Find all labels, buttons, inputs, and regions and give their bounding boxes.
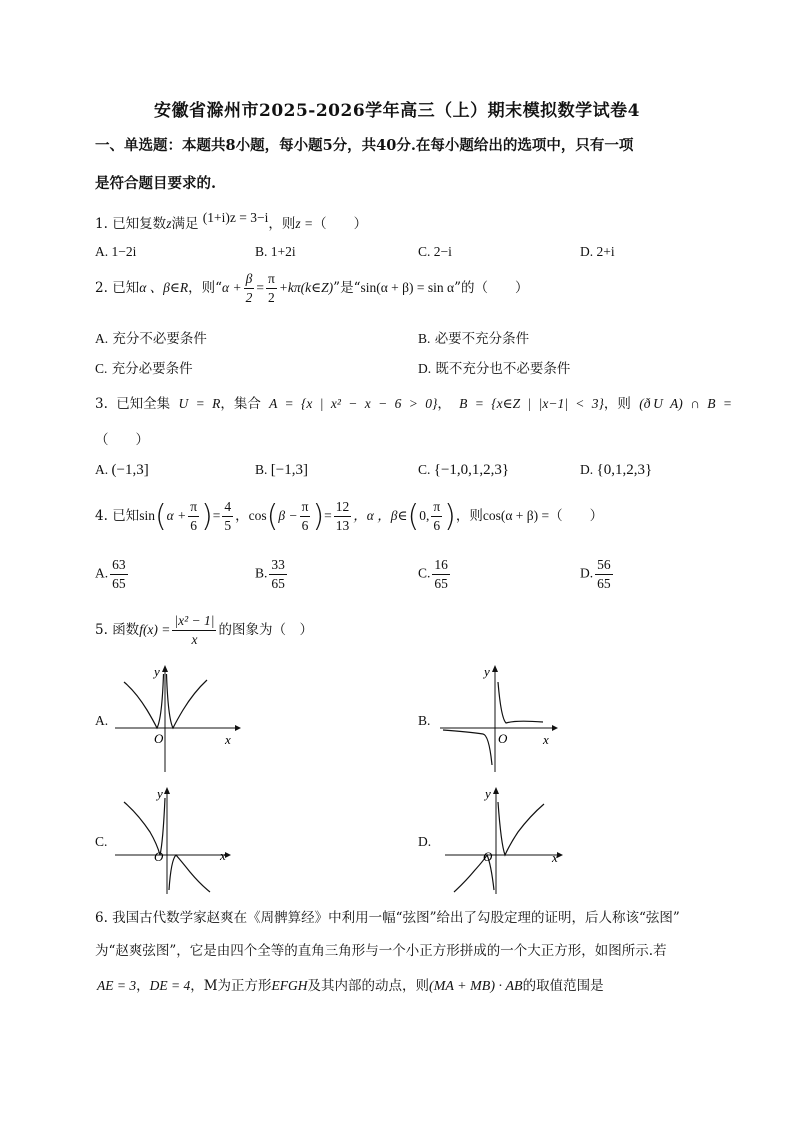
- q5-option-c-label[interactable]: C.: [95, 834, 108, 849]
- q1-option-b[interactable]: B. 1+2i: [255, 244, 296, 259]
- q5-option-a-label[interactable]: A.: [95, 713, 109, 728]
- q1-expression: (1+i)z = 3−i: [202, 210, 269, 225]
- section-heading-line2: 是符合题目要求的.: [95, 175, 217, 192]
- question-4: 4. 已知sin(α + $\frac{\pi}{6}$ )= $\frac{4}{5}$ ，cos(β − $\frac{\pi}{6}$ )= $\frac{12}{13}$ ，α ，β∈(0, $\frac{\pi}{6}$ )，则cos(α + β) =（ ）: [95, 499, 604, 534]
- question-6-line2: 为“赵爽弦图”，它是由四个全等的直角三角形与一个小正方形拼成的一个大正方形，如图所示.若: [95, 943, 667, 959]
- svg-text:x: x: [225, 732, 231, 747]
- svg-text:x: x: [543, 732, 549, 747]
- svg-text:O: O: [483, 849, 493, 864]
- question-6-line3: AE = 3，DE = 4，M为正方形EFGH及其内部的动点，则(MA + MB) · AB的取值范围是: [97, 978, 604, 994]
- q3-option-c[interactable]: C. {−1,0,1,2,3}: [418, 462, 510, 478]
- q6-vector-expression: (MA + MB) · AB: [429, 979, 523, 994]
- q1-option-a[interactable]: A. 1−2i: [95, 244, 137, 259]
- svg-text:y: y: [485, 786, 491, 801]
- question-5: 5. 函数f(x) = $\frac{\text{|x² − 1|}}{x}$ 的图象为（ ）: [95, 613, 313, 647]
- q4-option-a[interactable]: A. $\frac{63}{65}$: [95, 557, 126, 591]
- section-heading-line1: 一、单选题：本题共8小题，每小题5分，共40分.在每小题给出的选项中，只有一项: [95, 137, 634, 154]
- svg-text:y: y: [484, 664, 490, 679]
- q4-option-c[interactable]: C. $\frac{16}{65}$: [418, 557, 448, 591]
- q2-option-b[interactable]: B. 必要不充分条件: [418, 331, 530, 347]
- q4-option-b[interactable]: B. $\frac{33}{65}$: [255, 557, 285, 591]
- page-title: 安徽省滁州市2025-2026学年高三（上）期末模拟数学试卷4: [153, 101, 640, 121]
- q3-option-d[interactable]: D. {0,1,2,3}: [580, 462, 653, 478]
- q1-option-d[interactable]: D. 2+i: [580, 244, 615, 259]
- svg-text:O: O: [154, 849, 164, 864]
- q3-paren: （ ）: [95, 432, 149, 448]
- q5-option-b-label[interactable]: B.: [418, 713, 431, 728]
- q5-graph-a[interactable]: [110, 660, 250, 776]
- svg-text:y: y: [154, 664, 160, 679]
- q5-graph-d[interactable]: [440, 782, 570, 897]
- q5-option-d-label[interactable]: D.: [418, 834, 432, 849]
- question-6-line1: 6. 我国古代数学家赵爽在《周髀算经》中利用一幅“弦图”给出了勾股定理的证明，后人称该“弦图”: [95, 910, 680, 926]
- q3-option-a[interactable]: A. (−1,3]: [95, 462, 149, 478]
- svg-text:x: x: [220, 848, 226, 863]
- svg-text:y: y: [157, 786, 163, 801]
- q4-option-d[interactable]: D. $\frac{56}{65}$: [580, 557, 611, 591]
- question-2: 2. 已知α 、β∈R，则“α + $\frac{\beta}{2}$ = $\frac{\pi}{2}$ +kπ(k∈Z)”是“sin(α + β) = sin α”的（ ）: [95, 271, 529, 305]
- q1-option-c[interactable]: C. 2−i: [418, 244, 452, 259]
- question-3: 3. 已知全集 U = R，集合 A = {x | x² − x − 6 > 0}， B = {x∈Z | |x−1| < 3}，则 (ð U A) ∩ B =: [95, 396, 733, 412]
- q2-option-d[interactable]: D. 既不充分也不必要条件: [418, 361, 571, 377]
- svg-text:O: O: [154, 731, 164, 746]
- q5-graph-b[interactable]: [435, 660, 565, 776]
- q5-graph-c[interactable]: [110, 782, 250, 897]
- svg-text:O: O: [498, 731, 508, 746]
- svg-text:x: x: [552, 850, 558, 865]
- question-1: 1. 已知复数z满足 (1+i)z = 3−i，则z =（ ）: [95, 210, 368, 232]
- q3-option-b[interactable]: B. [−1,3]: [255, 462, 308, 478]
- q2-option-a[interactable]: A. 充分不必要条件: [95, 331, 207, 347]
- q2-option-c[interactable]: C. 充分必要条件: [95, 361, 193, 377]
